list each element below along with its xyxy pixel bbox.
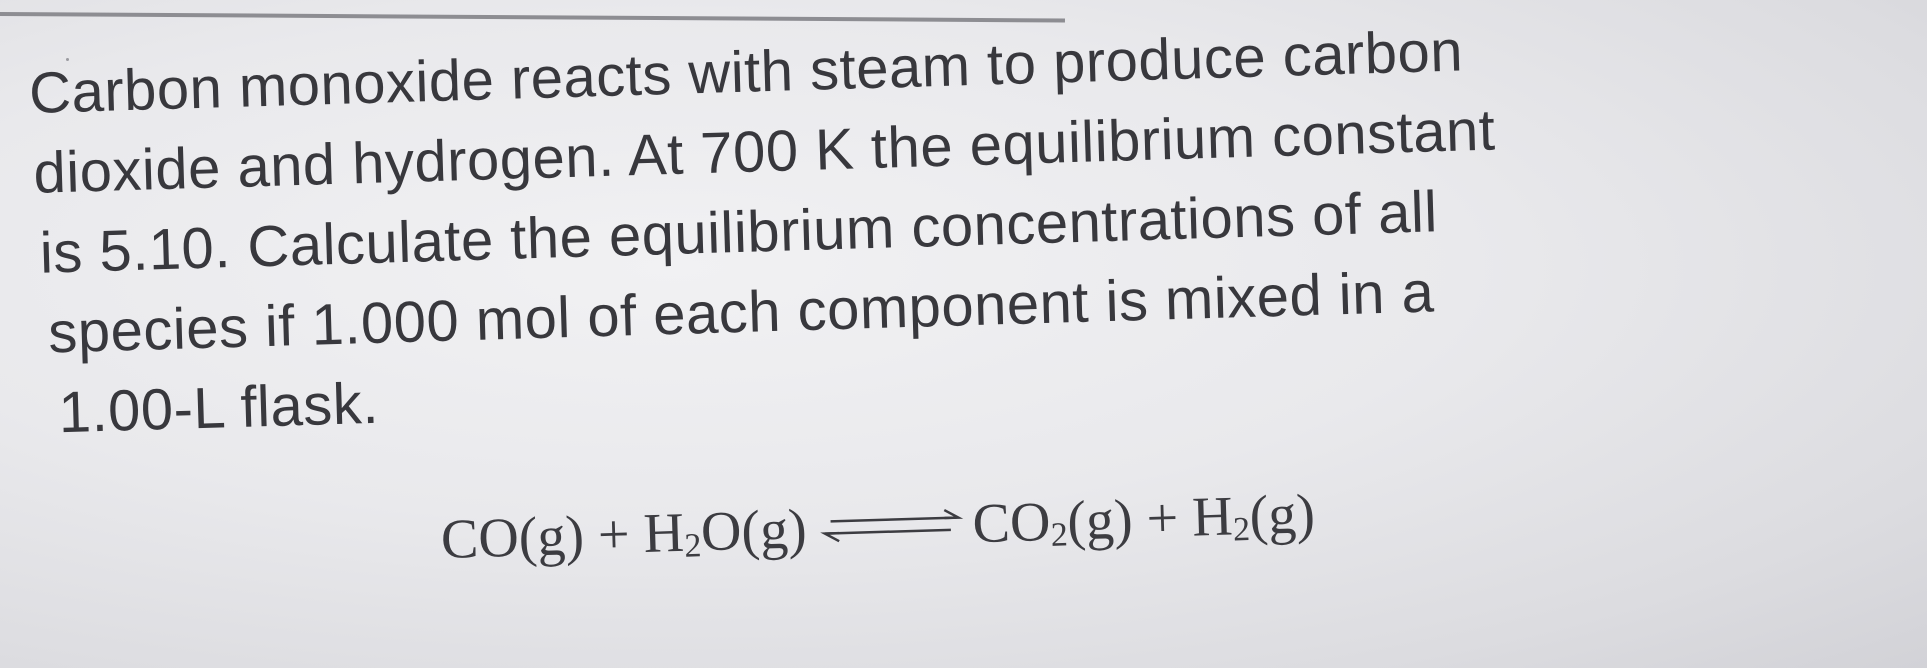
problem-line: dioxide and hydrogen. At 700 K the equilibrium constant — [32, 97, 1497, 206]
product-co2: $CO_2(g)$ — [971, 488, 1134, 556]
plus-sign: + — [1145, 487, 1180, 551]
problem-line: Carbon monoxide reacts with steam to produce carbon — [28, 18, 1464, 126]
reactant-co: CO(g) — [440, 504, 585, 571]
plus-sign: + — [597, 503, 631, 567]
product-h2: $H_2(g)$ — [1191, 483, 1316, 549]
problem-statement — [28, 0, 1899, 454]
problem-line: 1.00-L flask. — [57, 370, 380, 446]
problem-line: is 5.10. Calculate the equilibrium concentrations of all — [38, 179, 1439, 286]
top-divider — [0, 12, 1065, 23]
problem-line: species if 1.000 mol of each component is mixed in a — [47, 259, 1436, 366]
chemical-equation — [440, 482, 1316, 572]
reactant-h2o: $H_2O(g)$ — [642, 498, 808, 565]
equilibrium-arrow-icon — [816, 504, 967, 548]
